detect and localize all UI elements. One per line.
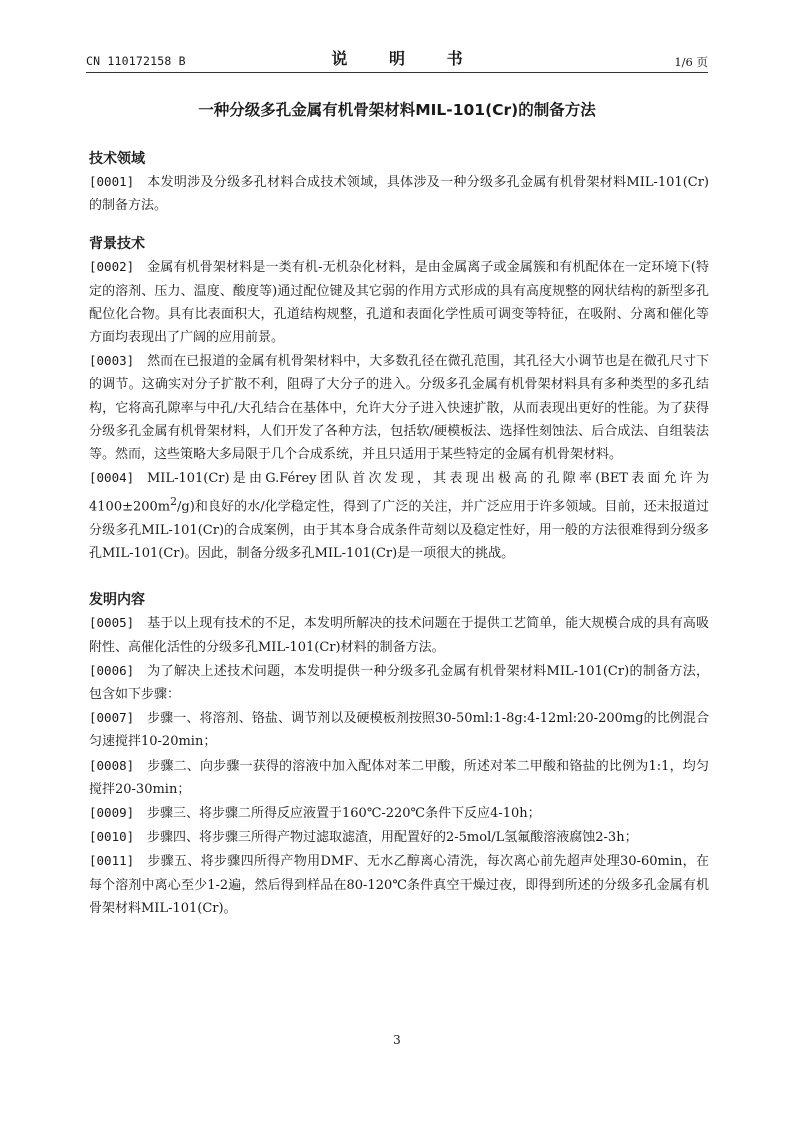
paragraph-text: 本发明涉及分级多孔材料合成技术领域，具体涉及一种分级多孔金属有机骨架材料MIL-101(Cr)的制备方法。 — [89, 175, 709, 214]
paragraph-0001 — [89, 170, 709, 217]
paragraph-0004 — [89, 466, 709, 565]
paragraph-number: [0002] — [89, 259, 135, 275]
paragraph-text: 金属有机骨架材料是一类有机-无机杂化材料，是由金属离子或金属簇和有机配体在一定环境下(特定的溶剂、压力、温度、酸度等)通过配位键及其它弱的作用方式形成的具有高度规整的网状结构的新型多孔配位化合物。具有比表面积大，孔道结构规整，孔道和表面化学性质可调变等特征，在吸附、分离和催化等方面均表现出了广阔的应用前景。 — [89, 260, 709, 346]
paragraph-0006 — [89, 659, 709, 706]
page-header — [86, 44, 708, 72]
paragraph-number: [0001] — [89, 174, 135, 189]
paragraph-number: [0010] — [89, 829, 135, 845]
paragraph-text: 基于以上现有技术的不足，本发明所解决的技术问题在于提供工艺简单，能大规模合成的具有高吸附性、高催化活性的分级多孔MIL-101(Cr)材料的制备方法。 — [89, 616, 709, 655]
paragraph-text: 为了解决上述技术问题，本发明提供一种分级多孔金属有机骨架材料MIL-101(Cr)的制备方法，包含如下步骤： — [89, 663, 709, 702]
paragraph-0005 — [89, 611, 709, 658]
paragraph-number: [0008] — [89, 757, 135, 773]
paragraph-text: MIL-101(Cr)是由G.Férey团队首次发现，其表现出极高的孔隙率(BET表面允许为4100±200m — [89, 471, 709, 515]
paragraph-number: [0007] — [89, 710, 135, 726]
paragraph-number: [0009] — [89, 805, 135, 820]
paragraph-0002 — [89, 255, 709, 349]
paragraph-text: 步骤五、将步骤四所得产物用DMF、无水乙醇离心清洗，每次离心前先超声处理30-60min，在每个溶剂中离心至少1-2遍，然后得到样品在80-120℃条件真空干燥过夜，即得到所述的分级多孔金属有机骨架材料MIL-101(Cr)。 — [89, 854, 709, 916]
document-body — [89, 148, 709, 920]
section-heading-invention: 发明内容 — [89, 592, 145, 609]
paragraph-0010 — [89, 825, 709, 849]
paragraph-text: 步骤二、向步骤一获得的溶液中加入配体对苯二甲酸，所述对苯二甲酸和铬盐的比例为1:1，均匀搅拌20-30min； — [89, 758, 709, 797]
paragraph-text: 步骤一、将溶剂、铬盐、调节剂以及硬模板剂按照30-50ml:1-8g:4-12ml:20-200mg的比例混合匀速搅拌10-20min； — [89, 711, 709, 750]
paragraph-0007 — [89, 706, 709, 753]
paragraph-number: [0006] — [89, 662, 135, 678]
document-title: 一种分级多孔金属有机骨架材料MIL-101(Cr)的制备方法 — [198, 101, 596, 119]
patent-number: CN 110172158 B — [86, 54, 186, 68]
paragraph-number: [0003] — [89, 353, 135, 369]
paragraph-0008 — [89, 754, 709, 801]
paragraph-text: /g)和良好的水/化学稳定性，得到了广泛的关注，并广泛应用于许多领域。目前，还未报道过分级多孔MIL-101(Cr)的合成案例，由于其本身合成条件苛刻以及稳定性好，用一般的方法很难得到分级多孔MIL-101(Cr)。因此，制备分级多孔MIL-101(Cr)是一项很大的挑战。 — [89, 499, 709, 562]
paragraph-number: [0011] — [89, 853, 135, 869]
paragraph-text: 步骤四、将步骤三所得产物过滤取滤渣，用配置好的2-5mol/L氢氟酸溶液腐蚀2-3h； — [147, 830, 638, 846]
paragraph-number: [0004] — [89, 470, 135, 486]
paragraph-0009 — [89, 801, 709, 825]
section-heading-background: 背景技术 — [89, 236, 145, 253]
paragraph-0011 — [89, 849, 709, 920]
section-heading-tech-field: 技术领域 — [89, 151, 145, 167]
paragraph-text: 步骤三、将步骤二所得反应液置于160℃-220℃条件下反应4-10h； — [147, 806, 541, 821]
header-rule — [86, 72, 708, 73]
page-indicator: 1/6 页 — [674, 55, 708, 69]
document-type: 说 明 书 — [331, 49, 481, 68]
paragraph-number: [0005] — [89, 615, 135, 631]
superscript: 2 — [170, 495, 178, 509]
paragraph-text: 然而在已报道的金属有机骨架材料中，大多数孔径在微孔范围，其孔径大小调节也是在微孔尺寸下的调节。这确实对分子扩散不利，阻碍了大分子的进入。分级多孔金属有机骨架材料具有多种类型的多孔结构，它将高孔隙率与中孔/大孔结合在基体中，允许大分子进入快速扩散，从而表现出更好的性能。为了获得分级多孔金属有机骨架材料，人们开发了各种方法，包括软/硬模板法、选择性刻蚀法、后合成法、自组装法等。然而，这些策略大多局限于几个合成系统，并且只适用于某些特定的金属有机骨架材料。 — [89, 354, 709, 463]
paragraph-0003 — [89, 349, 709, 466]
page-number: 3 — [393, 1033, 401, 1047]
